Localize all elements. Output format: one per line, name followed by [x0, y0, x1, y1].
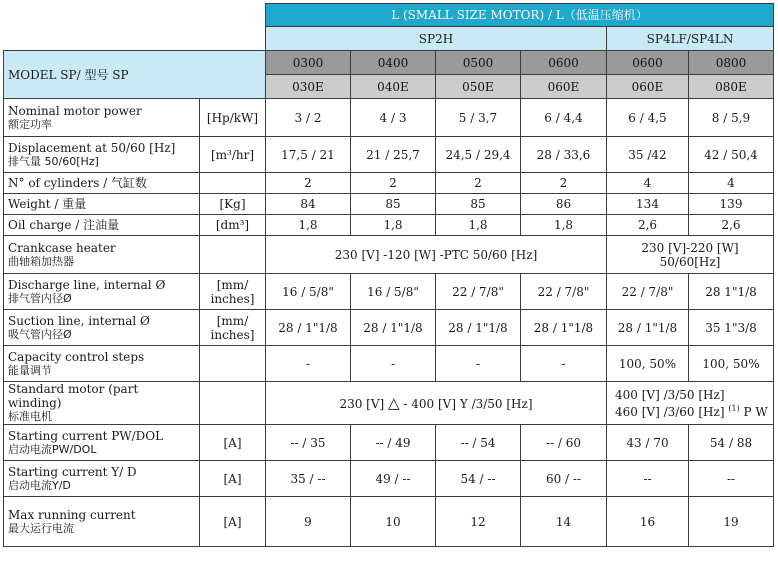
row-nominal-power	[4, 99, 774, 137]
row-label: Starting current PW/DOL 启动电流PW/DOL	[4, 425, 200, 461]
cell: 2	[521, 173, 607, 194]
cell: 4	[689, 173, 774, 194]
row-unit: [A]	[200, 497, 266, 547]
code-row-top	[4, 51, 774, 75]
cell-heater-sp2h: 230 [V] -120 [W] -PTC 50/60 [Hz]	[266, 236, 607, 274]
code-top: 0600	[521, 51, 607, 75]
row-crankcase-heater	[4, 236, 774, 274]
cell: 19	[689, 497, 774, 547]
cell: 17,5 / 21	[266, 137, 351, 173]
group-header-row	[4, 4, 774, 27]
cell: 54 / 88	[689, 425, 774, 461]
row-unit: [Hp/kW]	[200, 99, 266, 137]
cell: 2	[436, 173, 521, 194]
code-top: 0600	[607, 51, 689, 75]
row-capacity-control	[4, 346, 774, 382]
cell: --	[689, 461, 774, 497]
row-unit: [A]	[200, 461, 266, 497]
row-standard-motor	[4, 382, 774, 425]
cell: 22 / 7/8"	[607, 274, 689, 310]
code-top: 0500	[436, 51, 521, 75]
row-unit	[200, 346, 266, 382]
cell: -	[521, 346, 607, 382]
cell: 28 / 33,6	[521, 137, 607, 173]
cell: 100, 50%	[689, 346, 774, 382]
cell: 12	[436, 497, 521, 547]
code-top: 0400	[351, 51, 436, 75]
cell: 60 / --	[521, 461, 607, 497]
row-unit: [mm/ inches]	[200, 310, 266, 346]
blank-corner	[4, 4, 266, 27]
row-weight	[4, 194, 774, 215]
cell: 35 /42	[607, 137, 689, 173]
cell: 100, 50%	[607, 346, 689, 382]
cell: 2	[266, 173, 351, 194]
cell: 4	[607, 173, 689, 194]
cell: 134	[607, 194, 689, 215]
cell: 10	[351, 497, 436, 547]
cell: -	[436, 346, 521, 382]
cell: -	[266, 346, 351, 382]
code-bottom: 060E	[607, 75, 689, 99]
cell: 1,8	[351, 215, 436, 236]
row-starting-current-pw	[4, 425, 774, 461]
row-label: Displacement at 50/60 [Hz] 排气量 50/60[Hz]	[4, 137, 200, 173]
cell: 2,6	[607, 215, 689, 236]
cell: 28 1"1/8	[689, 274, 774, 310]
row-unit	[200, 236, 266, 274]
row-label: Discharge line, internal Ø 排气管内径Ø	[4, 274, 200, 310]
cell: 6 / 4,5	[607, 99, 689, 137]
code-bottom: 040E	[351, 75, 436, 99]
subgroup-row	[4, 27, 774, 51]
cell: 28 / 1"1/8	[607, 310, 689, 346]
row-cylinders	[4, 173, 774, 194]
row-displacement	[4, 137, 774, 173]
code-bottom: 050E	[436, 75, 521, 99]
cell: 85	[436, 194, 521, 215]
cell: 139	[689, 194, 774, 215]
cell: 16 / 5/8"	[266, 274, 351, 310]
cell: -- / 49	[351, 425, 436, 461]
code-bottom: 080E	[689, 75, 774, 99]
cell: 3 / 2	[266, 99, 351, 137]
row-unit: [m³/hr]	[200, 137, 266, 173]
subgroup-sp2h: SP2H	[266, 27, 607, 51]
delta-symbol: △	[388, 393, 400, 412]
row-label: Suction line, internal Ø 吸气管内径Ø	[4, 310, 200, 346]
cell: 28 / 1"1/8	[436, 310, 521, 346]
cell: 28 / 1"1/8	[266, 310, 351, 346]
cell: 28 / 1"1/8	[351, 310, 436, 346]
cell: 35 / --	[266, 461, 351, 497]
cell: 2,6	[689, 215, 774, 236]
cell: 16 / 5/8"	[351, 274, 436, 310]
cell: 84	[266, 194, 351, 215]
cell: 4 / 3	[351, 99, 436, 137]
row-unit: [Kg]	[200, 194, 266, 215]
cell: 54 / --	[436, 461, 521, 497]
cell: 1,8	[436, 215, 521, 236]
model-label: MODEL SP/ 型号 SP	[4, 51, 266, 99]
cell-heater-sp4: 230 [V]-220 [W] 50/60[Hz]	[607, 236, 774, 274]
cell: 85	[351, 194, 436, 215]
cell: 16	[607, 497, 689, 547]
row-label: Capacity control steps 能量调节	[4, 346, 200, 382]
group-title: L (SMALL SIZE MOTOR) / L（低温压缩机）	[266, 4, 774, 27]
cell: 24,5 / 29,4	[436, 137, 521, 173]
row-label: Crankcase heater 曲轴箱加热器	[4, 236, 200, 274]
cell: 43 / 70	[607, 425, 689, 461]
cell: --	[607, 461, 689, 497]
cell: 2	[351, 173, 436, 194]
code-top: 0800	[689, 51, 774, 75]
code-bottom: 060E	[521, 75, 607, 99]
cell: 5 / 3,7	[436, 99, 521, 137]
cell: 1,8	[266, 215, 351, 236]
row-label: Standard motor (part winding) 标准电机	[4, 382, 200, 425]
row-unit: [mm/ inches]	[200, 274, 266, 310]
row-label: Max running current 最大运行电流	[4, 497, 200, 547]
row-label: Oil charge / 注油量	[4, 215, 200, 236]
cell: 9	[266, 497, 351, 547]
row-max-running-current	[4, 497, 774, 547]
row-label: Starting current Y/ D 启动电流Y/D	[4, 461, 200, 497]
blank-corner	[4, 27, 266, 51]
cell: 22 / 7/8"	[521, 274, 607, 310]
cell: 86	[521, 194, 607, 215]
code-top: 0300	[266, 51, 351, 75]
subgroup-sp4: SP4LF/SP4LN	[607, 27, 774, 51]
cell: 6 / 4,4	[521, 99, 607, 137]
cell: 49 / --	[351, 461, 436, 497]
spec-table	[3, 3, 774, 547]
row-suction-line	[4, 310, 774, 346]
cell: -- / 60	[521, 425, 607, 461]
code-bottom: 030E	[266, 75, 351, 99]
row-unit	[200, 173, 266, 194]
cell: -- / 35	[266, 425, 351, 461]
row-label: Nominal motor power 额定功率	[4, 99, 200, 137]
cell-motor-sp2h: 230 [V] △ - 400 [V] Y /3/50 [Hz]	[266, 382, 607, 425]
cell-motor-sp4: 400 [V] /3/50 [Hz] 460 [V] /3/60 [Hz] $^{(1)}$ P W	[607, 382, 774, 425]
row-label: N° of cylinders / 气缸数	[4, 173, 200, 194]
row-unit: [A]	[200, 425, 266, 461]
cell: 21 / 25,7	[351, 137, 436, 173]
cell: 8 / 5,9	[689, 99, 774, 137]
row-unit	[200, 382, 266, 425]
cell: -	[351, 346, 436, 382]
cell: 42 / 50,4	[689, 137, 774, 173]
cell: 22 / 7/8"	[436, 274, 521, 310]
cell: 14	[521, 497, 607, 547]
cell: 1,8	[521, 215, 607, 236]
cell: -- / 54	[436, 425, 521, 461]
row-oil-charge	[4, 215, 774, 236]
cell: 28 / 1"1/8	[521, 310, 607, 346]
cell: 35 1"3/8	[689, 310, 774, 346]
row-discharge-line	[4, 274, 774, 310]
row-unit: [dm³]	[200, 215, 266, 236]
row-starting-current-yd	[4, 461, 774, 497]
row-label: Weight / 重量	[4, 194, 200, 215]
